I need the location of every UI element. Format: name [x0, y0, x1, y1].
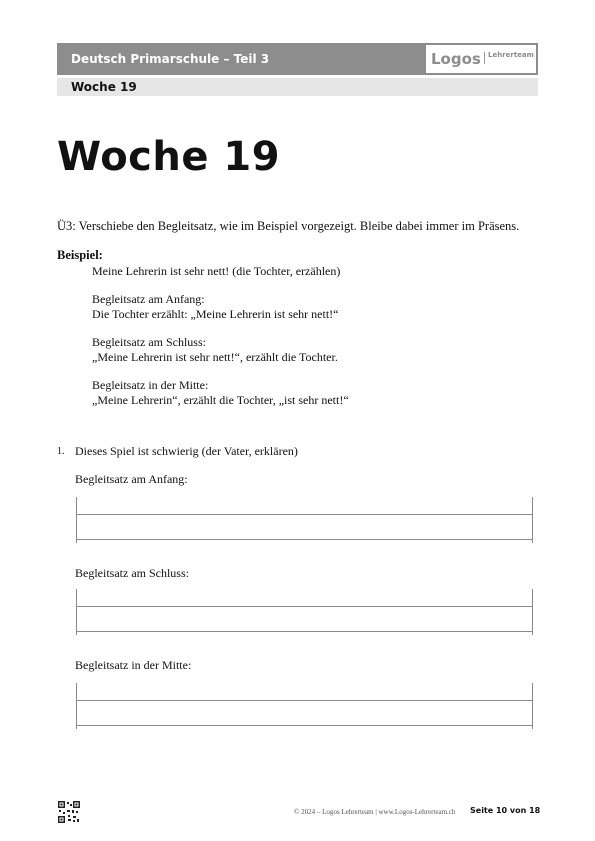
logo-divider [484, 52, 485, 64]
answer-anfang-label: Begleitsatz am Anfang: [75, 472, 188, 486]
example-label: Beispiel: [57, 248, 103, 262]
task-instruction: Ü3: Verschiebe den Begleitsatz, wie im Beispiel vorgezeigt. Bleibe dabei immer im Präsens. [57, 219, 520, 233]
exercise-text: Dieses Spiel ist schwierig (der Vater, erklären) [75, 444, 298, 458]
example-mitte-label: Begleitsatz in der Mitte: [92, 378, 209, 392]
example-schluss-text: „Meine Lehrerin ist sehr nett!“, erzählt die Tochter. [92, 350, 338, 364]
page-title: Woche 19 [57, 134, 281, 180]
answer-anfang-lines[interactable] [76, 497, 533, 543]
header-bar [57, 43, 538, 75]
answer-schluss-lines[interactable] [76, 589, 533, 635]
qr-code-icon [58, 801, 80, 823]
example-anfang-label: Begleitsatz am Anfang: [92, 292, 205, 306]
logo-wordmark: Logos [431, 50, 481, 68]
example-anfang-text: Die Tochter erzählt: „Meine Lehrerin ist sehr nett!“ [92, 307, 339, 321]
logo [426, 45, 536, 73]
exercise-number: 1. [57, 446, 65, 457]
example-schluss-label: Begleitsatz am Schluss: [92, 335, 206, 349]
answer-schluss-label: Begleitsatz am Schluss: [75, 566, 189, 580]
week-label: Woche 19 [71, 80, 137, 94]
week-bar [57, 78, 538, 96]
footer-page-number: Seite 10 von 18 [470, 806, 541, 815]
answer-mitte-label: Begleitsatz in der Mitte: [75, 658, 192, 672]
example-sentence: Meine Lehrerin ist sehr nett! (die Tochter, erzählen) [92, 264, 341, 278]
header-title: Deutsch Primarschule – Teil 3 [71, 52, 270, 66]
answer-mitte-lines[interactable] [76, 683, 533, 729]
footer-copyright: © 2024 – Logos Lehrerteam | www.Logos-Lehrerteam.ch [294, 808, 456, 816]
logo-subtitle: Lehrerteam [488, 51, 534, 59]
example-mitte-text: „Meine Lehrerin“, erzählt die Tochter, „ist sehr nett!“ [92, 393, 349, 407]
